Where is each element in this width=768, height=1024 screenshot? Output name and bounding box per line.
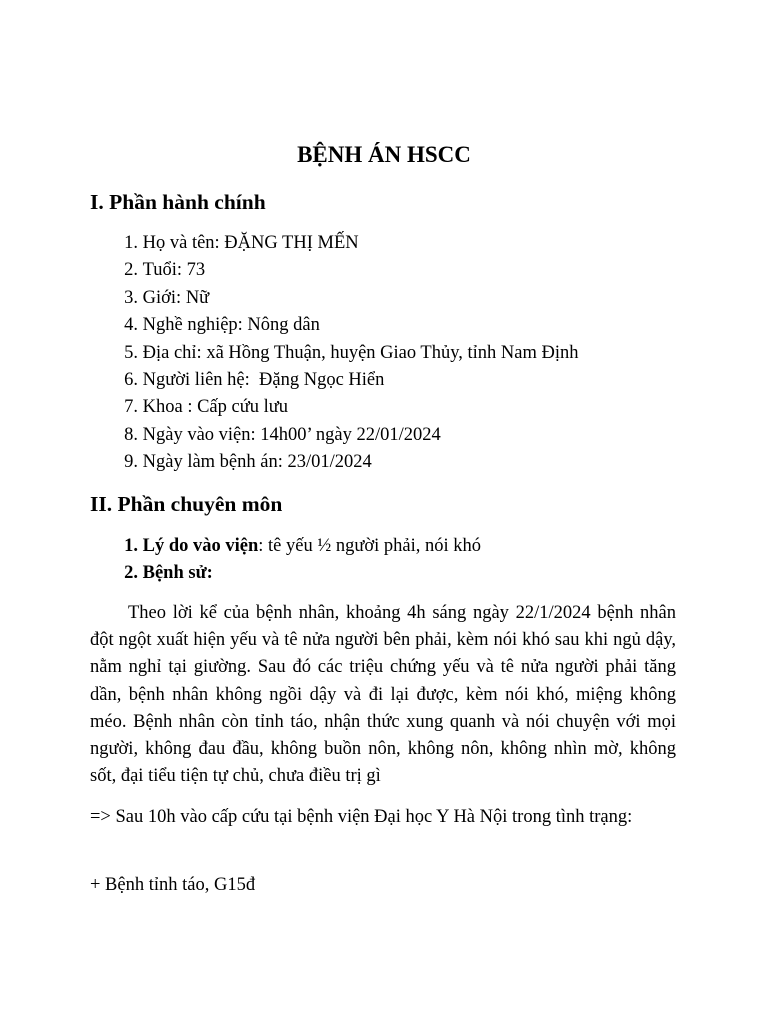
list-text [143, 533, 481, 560]
list-item [90, 340, 579, 367]
list-item [90, 422, 579, 449]
list-text: Ngày vào viện: 14h00’ ngày 22/01/2024 [142, 424, 441, 445]
section-heading-administrative: I. Phần hành chính [90, 190, 266, 214]
list-text: Người liên hệ: Đặng Ngọc Hiển [142, 370, 385, 391]
list-item [90, 449, 579, 476]
list-text: Tuổi: 73 [142, 260, 206, 281]
list-item [90, 560, 481, 587]
list-text: Họ và tên: ĐẶNG THỊ MẾN [142, 233, 359, 253]
list-number: 4. [124, 315, 138, 336]
reason-text: : tê yếu ½ người phải, nói khó [258, 536, 482, 556]
list-text: Địa chỉ: xã Hồng Thuận, huyện Giao Thủy, tỉnh Nam Định [142, 342, 579, 363]
list-number: 2. [124, 260, 138, 281]
list-number: 5. [124, 342, 138, 363]
list-text: Nghề nghiệp: Nông dân [142, 315, 320, 336]
list-number: 7. [124, 397, 138, 418]
list-item [90, 230, 579, 257]
list-item [90, 394, 579, 421]
list-number: 3. [124, 287, 138, 308]
list-number: 9. [124, 452, 138, 473]
list-text: Ngày làm bệnh án: 23/01/2024 [142, 452, 372, 473]
list-number: 8. [124, 424, 138, 445]
status-paragraph: + Bệnh tỉnh táo, G15đ [90, 875, 256, 895]
list-item [90, 285, 579, 312]
list-text: Giới: Nữ [142, 287, 210, 308]
history-label: Bệnh sử: [142, 563, 213, 584]
list-item [90, 312, 579, 339]
history-paragraph: Theo lời kể của bệnh nhân, khoảng 4h sáng ngày 22/1/2024 bệnh nhân đột ngột xuất hiện yếu và tê nửa người bên phải, kèm nói khó sau khi ngủ dậy, nằm nghỉ tại giường. Sau đó các triệu chứng yếu và tê nửa người phải tăng dần, bệnh nhân không ngồi dậy và đi lại được, kèm nói khó, miệng không méo. Bệnh nhân còn tỉnh táo, nhận thức xung quanh và nói chuyện với mọi người, không đau đầu, không buồn nôn, không nôn, không nhìn mờ, không sốt, đại tiểu tiện tự chủ, chưa điều trị gì [90, 603, 676, 787]
list-number: 1. [124, 233, 138, 253]
list-text: Khoa : Cấp cứu lưu [142, 397, 289, 418]
section-heading-professional: II. Phần chuyên môn [90, 492, 283, 516]
document-title: BỆNH ÁN HSCC [297, 142, 471, 167]
admission-paragraph: => Sau 10h vào cấp cứu tại bệnh viện Đại học Y Hà Nội trong tình trạng: [90, 807, 633, 827]
list-text [143, 560, 213, 587]
professional-list [90, 533, 481, 588]
list-item [90, 257, 579, 284]
list-item [90, 533, 481, 560]
list-item [90, 367, 579, 394]
list-number: 2. [124, 563, 138, 584]
administrative-list [90, 230, 579, 477]
reason-label: Lý do vào viện [142, 536, 259, 556]
list-number: 1. [124, 536, 138, 556]
list-number: 6. [124, 370, 138, 391]
